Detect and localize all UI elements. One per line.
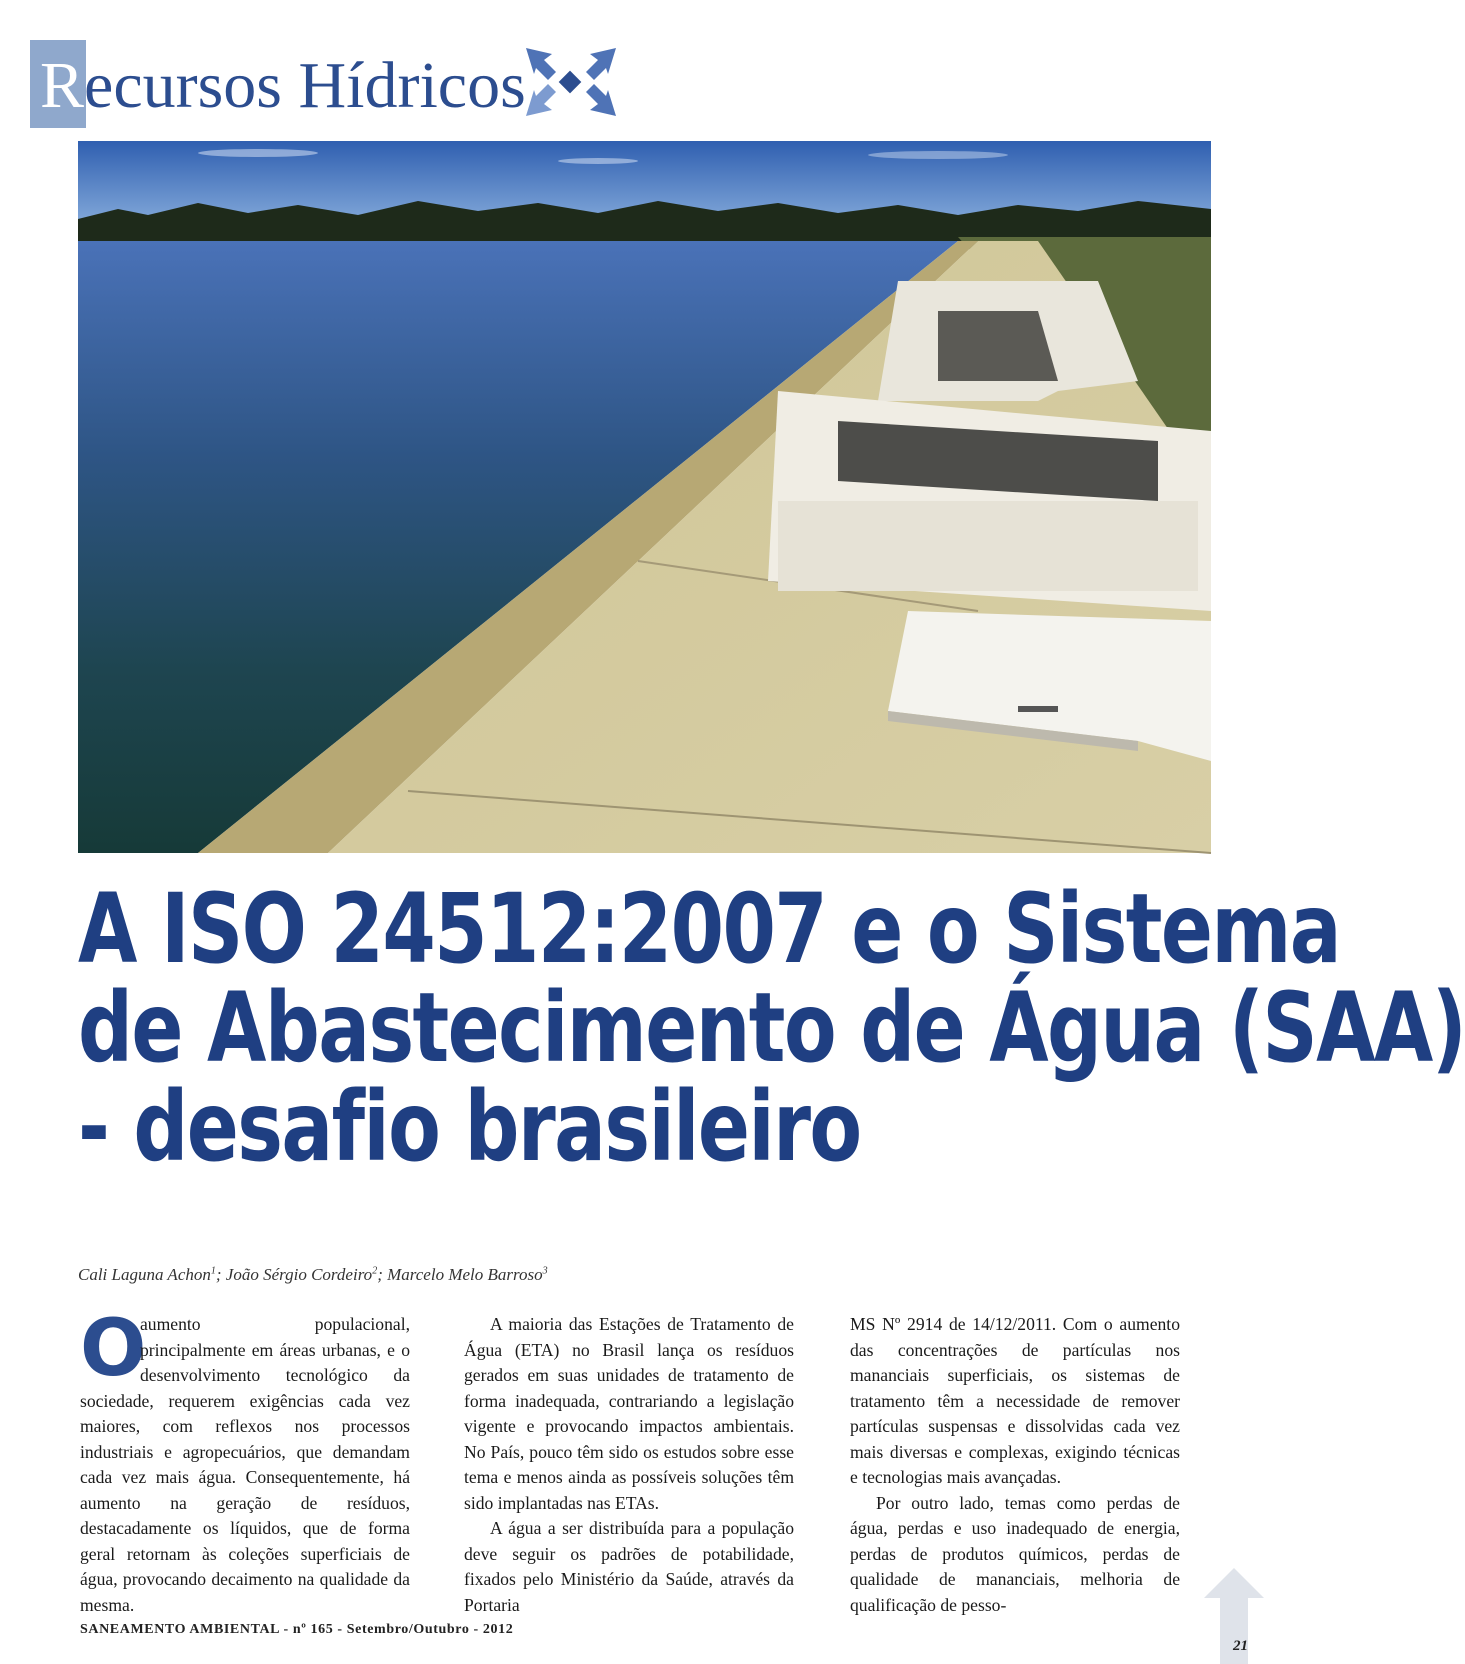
water-reservoir-photo: [78, 141, 1211, 853]
paragraph: Por outro lado, temas como perdas de água, perdas e uso inadequado de energia, perdas de produtos químicos, perdas de qualidade de mananciais, melhoria de qualificação de pesso-: [850, 1492, 1180, 1615]
author-3: Marcelo Melo Barroso: [387, 1265, 543, 1284]
author-1: Cali Laguna Achon: [78, 1265, 211, 1284]
body-column-3: [850, 1312, 1180, 1618]
author-3-ref: 3: [542, 1265, 548, 1277]
author-2-ref: 2: [372, 1265, 378, 1277]
paragraph: aumento populacional, principalmente em áreas urbanas, e o desenvolvimento tecnológico da sociedade, requerem exigências cada vez maiores, com reflexos nos processos industriais e agropecuários, que demandam cada vez mais água. Consequentemente, há aumento na geração de resíduos, destacadamente os líquidos, que de forma geral retornam às coleções superficiais de água, provocando decaimento na qualidade da mesma.: [80, 1314, 410, 1615]
page-footer: SANEAMENTO AMBIENTAL - nº 165 - Setembro/Outubro - 2012: [80, 1622, 514, 1637]
article-headline: [78, 873, 1465, 1183]
author-2: João Sérgio Cordeiro: [225, 1265, 373, 1284]
headline-line-3: - desafio brasileiro: [78, 1070, 861, 1183]
author-line: Cali Laguna Achon$^1$; João Sérgio Cordeiro$^2$; Marcelo Melo Barroso$^3$: [78, 1265, 548, 1284]
paragraph: A maioria das Estações de Tratamento de Água (ETA) no Brasil lança os resíduos gerados em suas unidades de tratamento de forma inadequada, contrariando a legislação vigente e provocando impactos ambientais. No País, pouco têm sido os estudos sobre esse tema e menos ainda as possíveis soluções têm sido implantadas nas ETAs.: [464, 1314, 794, 1513]
section-title-initial: R: [40, 49, 85, 122]
drop-cap: O: [80, 1304, 147, 1394]
section-title: [40, 46, 526, 126]
paragraph: MS Nº 2914 de 14/12/2011. Com o aumento das concentrações de partículas nos mananciais superficiais, os sistemas de tratamento têm a necessidade de remover partículas suspensas e dissolvidas cada vez mais diversas e complexas, exigindo técnicas e tecnologias mais avançadas.: [850, 1314, 1180, 1487]
headline-line-2: de Abastecimento de Água (SAA): [78, 971, 1465, 1084]
page-number: 21: [1233, 1638, 1248, 1654]
body-column-1: [80, 1304, 410, 1618]
author-1-ref: 1: [210, 1265, 216, 1277]
paragraph: A água a ser distribuída para a população deve seguir os padrões de potabilidade, fixados pelo Ministério da Saúde, através da Portaria: [464, 1518, 794, 1615]
body-column-2: [464, 1312, 794, 1618]
headline-line-1: A ISO 24512:2007 e o Sistema: [78, 873, 1340, 985]
arrows-cluster-icon: [526, 40, 616, 124]
section-title-rest: ecursos Hídricos: [84, 49, 526, 122]
